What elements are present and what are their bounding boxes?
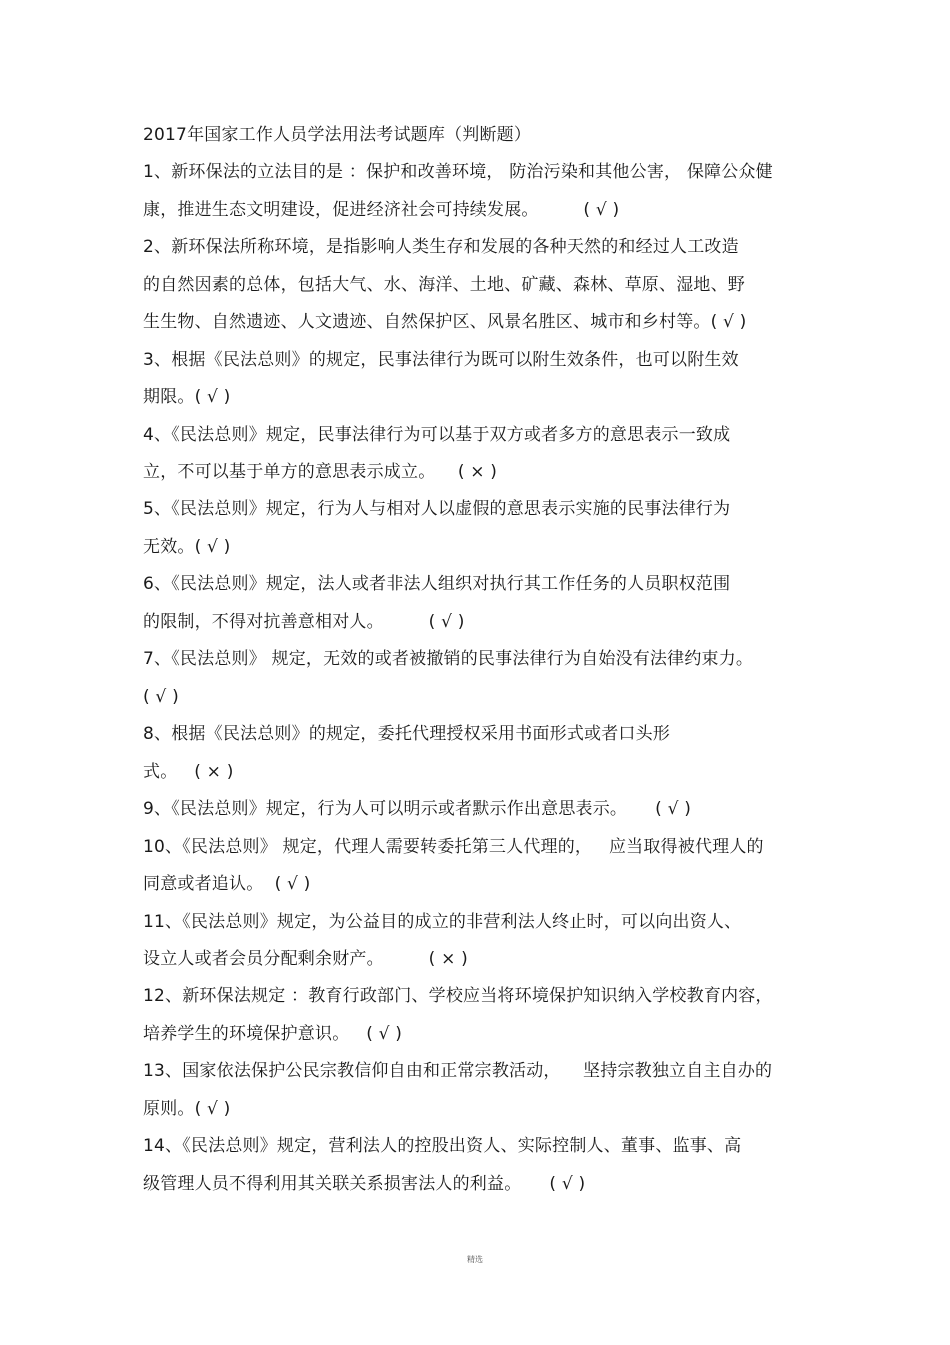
question-line: 的限制，不得对抗善意相对人。 ( √ ): [143, 612, 465, 632]
question-line: 2、新环保法所称环境，是指影响人类生存和发展的各种天然的和经过人工改造: [143, 237, 739, 257]
question-line: 原则。( √ ): [143, 1099, 231, 1119]
question-line: 13、国家依法保护公民宗教信仰自由和正常宗教活动， 坚持宗教独立自主自办的: [143, 1061, 773, 1081]
question-line: 12、新环保法规定 ：教育行政部门、学校应当将环境保护知识纳入学校教育内容，: [143, 986, 773, 1006]
question-line: 9、《民法总则》规定，行为人可以明示或者默示作出意思表示。 ( √ ): [143, 799, 692, 819]
question-line: 期限。( √ ): [143, 387, 231, 407]
document-title: 2017年国家工作人员学法用法考试题库（判断题）: [143, 125, 532, 145]
question-line: 5、《民法总则》规定，行为人与相对人以虚假的意思表示实施的民事法律行为: [143, 499, 731, 519]
question-line: 设立人或者会员分配剩余财产。 ( × ): [143, 949, 468, 969]
question-line: 无效。( √ ): [143, 537, 231, 557]
question-line: 的自然因素的总体，包括大气、水、海洋、土地、矿藏、森林、草原、湿地、野: [143, 275, 745, 295]
question-line: 培养学生的环境保护意识。 ( √ ): [143, 1024, 403, 1044]
question-line: 级管理人员不得利用其关联关系损害法人的利益。 ( √ ): [143, 1174, 586, 1194]
question-line: 3、根据《民法总则》的规定，民事法律行为既可以附生效条件，也可以附生效: [143, 350, 739, 370]
question-line: 7、《民法总则》 规定，无效的或者被撤销的民事法律行为自始没有法律约束力。: [143, 649, 754, 669]
question-line: 10、《民法总则》 规定，代理人需要转委托第三人代理的， 应当取得被代理人的: [143, 837, 764, 857]
question-line: 4、《民法总则》规定，民事法律行为可以基于双方或者多方的意思表示一致成: [143, 425, 731, 445]
question-line: 14、《民法总则》规定，营利法人的控股出资人、实际控制人、董事、监事、高: [143, 1136, 742, 1156]
question-line: 康，推进生态文明建设，促进经济社会可持续发展。 ( √ ): [143, 200, 620, 220]
question-line: 同意或者追认。 ( √ ): [143, 874, 311, 894]
question-line: 式。 ( × ): [143, 762, 234, 782]
question-line: 11、《民法总则》规定，为公益目的成立的非营利法人终止时，可以向出资人、: [143, 912, 742, 932]
question-line: 生生物、自然遗迹、人文遗迹、自然保护区、风景名胜区、城市和乡村等。( √ ): [143, 312, 747, 332]
question-line: 6、《民法总则》规定，法人或者非法人组织对执行其工作任务的人员职权范围: [143, 574, 731, 594]
question-line: 1、新环保法的立法目的是 ：保护和改善环境， 防治污染和其他公害， 保障公众健: [143, 162, 773, 182]
question-line: 8、根据《民法总则》的规定，委托代理授权采用书面形式或者口头形: [143, 724, 671, 744]
question-line: 立，不可以基于单方的意思表示成立。 ( × ): [143, 462, 498, 482]
page-footer: 精选: [467, 1255, 483, 1264]
question-line: ( √ ): [143, 687, 179, 707]
